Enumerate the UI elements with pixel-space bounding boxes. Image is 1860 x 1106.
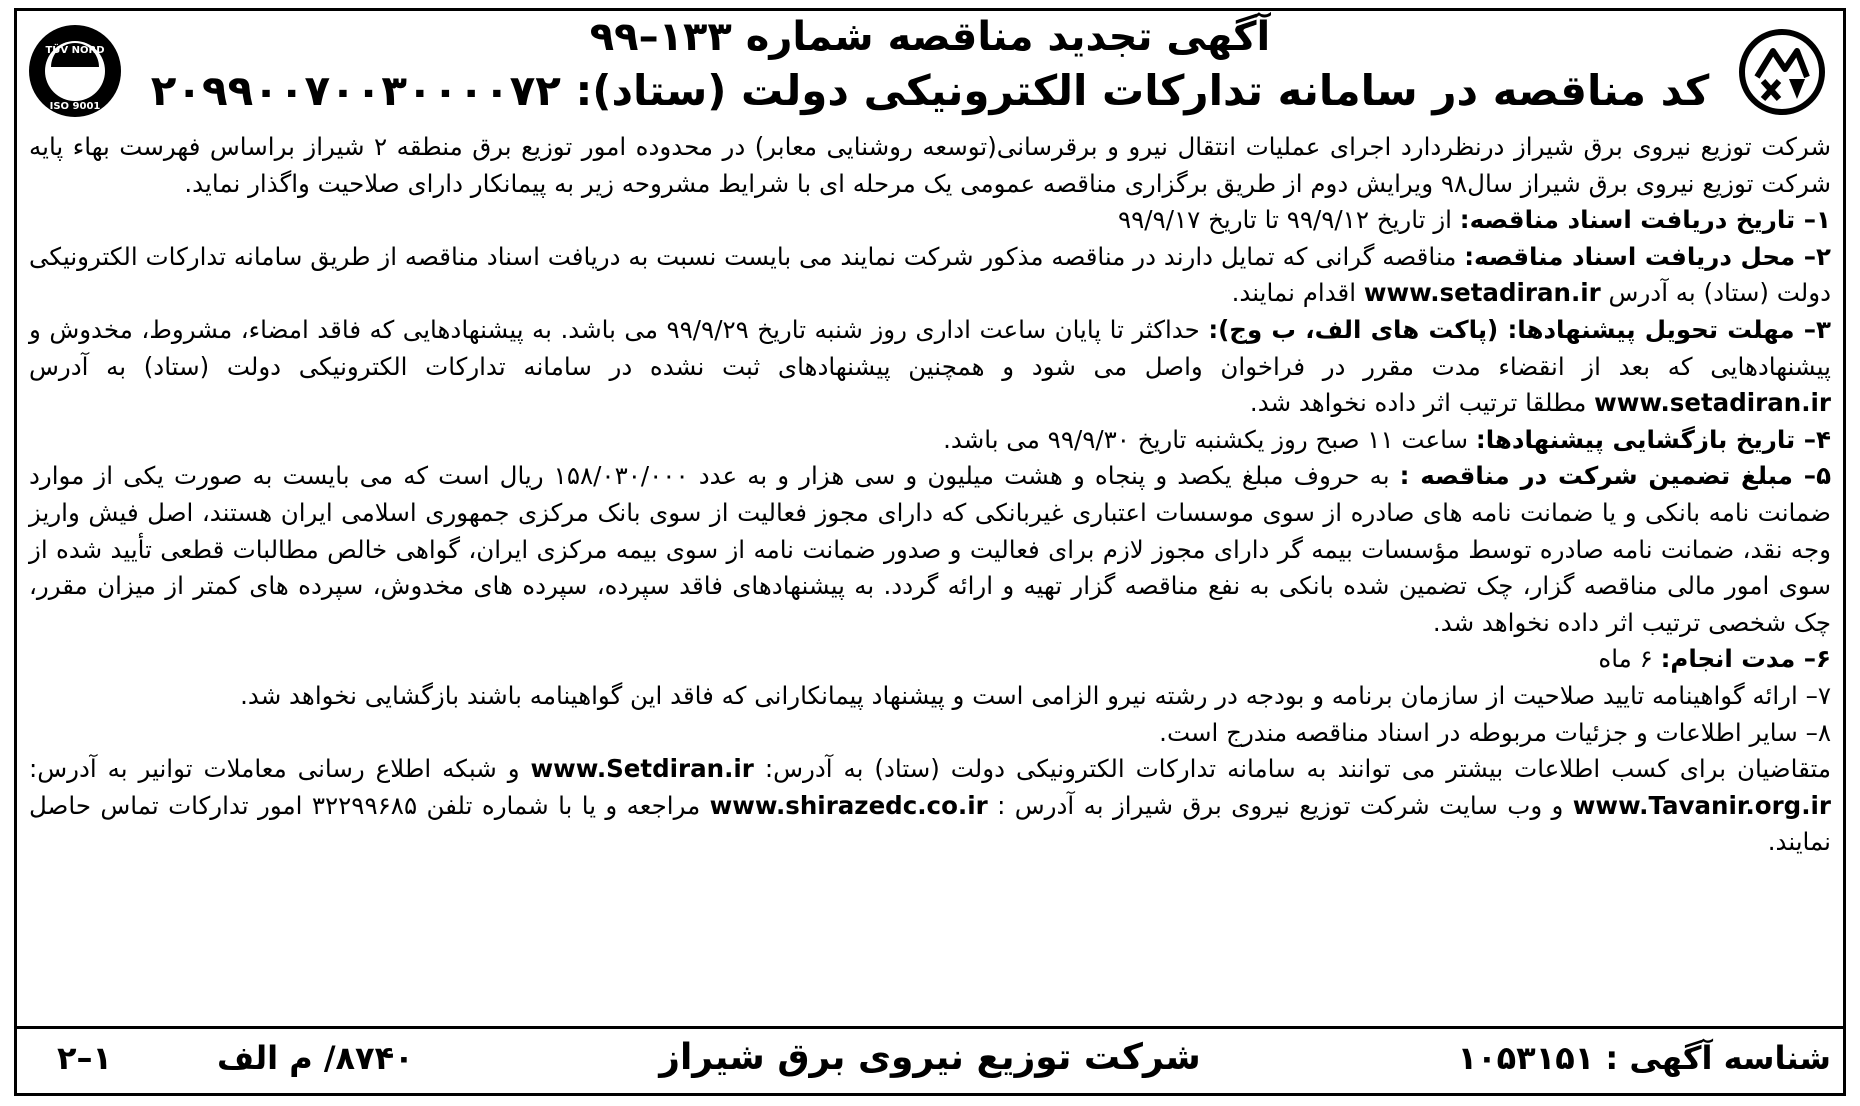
item-label: ۱– تاریخ دریافت اسناد مناقصه: xyxy=(1459,205,1831,235)
item-5 xyxy=(29,458,1831,641)
item-2 xyxy=(29,239,1831,312)
item-3 xyxy=(29,312,1831,422)
setadiran-link[interactable]: www.setadiran.ir xyxy=(1594,388,1831,418)
item-label: ۳– مهلت تحویل پیشنهادها: (پاکت های الف، ب وج): xyxy=(1208,314,1831,344)
notice-header xyxy=(17,11,1843,121)
logo-top-text: TÜV NORD xyxy=(45,45,105,56)
page-number: ۱–۲ xyxy=(57,1039,113,1077)
item-text: ساعت ۱۱ صبح روز یکشنبه تاریخ ۹۹/۹/۳۰ می باشد. xyxy=(943,424,1469,454)
reference-number: ۸۷۴۰/ م الف xyxy=(217,1039,414,1077)
item-text: ۶ ماه xyxy=(1598,644,1653,674)
item-1 xyxy=(29,202,1831,239)
intro-paragraph: شرکت توزیع نیروی برق شیراز درنظردارد اجرای عملیات انتقال نیرو و برقرسانی(توسعه روشنایی معابر) در محدوده امور توزیع برق منطقه ۲ شیراز براساس فهرست بهاء پایه شرکت توزیع نیروی برق شیراز سال۹۸ ویرایش دوم از طریق برگزاری مناقصه عمومی یک مرحله ای با شرایط مشروحه زیر به پیمانکار دارای صلاحیت واگذار نماید. xyxy=(29,132,1831,198)
item-text: به حروف مبلغ یکصد و پنجاه و هشت میلیون و سی هزار و به عدد ۱۵۸/۰۳۰/۰۰۰ ریال است که می بایست به صورت یکی از موارد ضمانت نامه بانکی و یا ضمانت نامه های صادره از سوی موسسات اعتباری غیربانکی که دارای مجوز فعالیت از سوی بانک مرکزی جمهوری اسلامی ایران هستند، اصل فیش واریز وجه نقد، ضمانت نامه صادره توسط مؤسسات بیمه گر دارای مجوز لازم برای فعالیت و صدور ضمانت نامه از سوی بیمه مرکزی ایران، گواهی خالص مطالبات قطعی تأیید شده از سوی امور مالی مناقصه گزار، چک تضمین شده بانکی به نفع مناقصه گزار تهیه و ارائه گردد. به پیشنهادهای فاقد سپرده، سپرده های مخدوش، سپرده های کمتر از میزان مقرر، چک شخصی ترتیب اثر داده نخواهد شد. xyxy=(29,461,1831,637)
shirazedc-link[interactable]: www.shirazedc.co.ir xyxy=(709,790,988,820)
item-4 xyxy=(29,422,1831,459)
closing-text-4: مراجعه و یا با شماره تلفن ۳۲۲۹۹۶۸۵ امور تدارکات تماس حاصل نمایند. xyxy=(29,790,1831,857)
notice-title: آگهی تجدید مناقصه شماره ۱۳۳–۹۹ xyxy=(589,14,1271,60)
closing-text-3: و وب سایت شرکت توزیع نیروی برق شیراز به آدرس : xyxy=(997,790,1564,820)
notice-id: شناسه آگهی : ۱۰۵۳۱۵۱ xyxy=(1457,1039,1831,1077)
item-label: ۶– مدت انجام: xyxy=(1660,644,1831,674)
setdiran-link[interactable]: www.Setdiran.ir xyxy=(530,754,754,784)
item-text: حداکثر تا پایان ساعت اداری روز شنبه تاریخ ۹۹/۹/۲۹ می باشد. به پیشنهادهایی که فاقد امضاء، مشروط، مخدوش و پیشنهادهایی که بعد از انقضاء مدت مقرر در فراخوان واصل می شود و همچنین پیشنهادهای ثبت نشده در سامانه تدارکات الکترونیکی دولت (ستاد) به آدرس xyxy=(29,314,1831,381)
item-8 xyxy=(29,715,1831,752)
tender-notice xyxy=(14,8,1846,1096)
item-6 xyxy=(29,641,1831,678)
item-text-after: مطلقا ترتیب اثر داده نخواهد شد. xyxy=(1249,388,1587,418)
item-label: ۲– محل دریافت اسناد مناقصه: xyxy=(1464,241,1831,271)
company-name: شرکت توزیع نیروی برق شیراز xyxy=(659,1037,1201,1078)
logo-bottom-text: ISO 9001 xyxy=(49,101,101,112)
item-7 xyxy=(29,678,1831,715)
item-text-after: اقدام نمایند. xyxy=(1231,278,1357,308)
item-text: ۷– ارائه گواهینامه تایید صلاحیت از سازمان برنامه و بودجه در رشته نیرو الزامی است و پیشنهاد پیمانکارانی که فاقد این گواهینامه باشند بازگشایی نخواهد شد. xyxy=(240,680,1831,710)
setadiran-link[interactable]: www.setadiran.ir xyxy=(1363,278,1601,308)
closing-text-1: متقاضیان برای کسب اطلاعات بیشتر می توانند به سامانه تدارکات الکترونیکی دولت (ستاد) به آدرس: xyxy=(764,754,1831,784)
tender-code-line: کد مناقصه در سامانه تدارکات الکترونیکی دولت (ستاد): ۲۰۹۹۰۰۷۰۰۳۰۰۰۰۷۲ xyxy=(150,66,1710,115)
notice-footer xyxy=(17,1026,1843,1093)
item-text: مناقصه گرانی که تمایل دارند در مناقصه مذکور شرکت نمایند می بایست نسبت به دریافت اسناد مناقصه از طریق سامانه تدارکات الکترونیکی دولت (ستاد) به آدرس xyxy=(29,241,1831,308)
item-label: ۴– تاریخ بازگشایی پیشنهادها: xyxy=(1475,424,1831,454)
item-text: از تاریخ ۹۹/۹/۱۲ تا تاریخ ۹۹/۹/۱۷ xyxy=(1117,205,1452,235)
item-text: ۸– سایر اطلاعات و جزئیات مربوطه در اسناد مناقصه مندرج است. xyxy=(1159,717,1831,747)
notice-body xyxy=(29,129,1831,861)
closing-paragraph xyxy=(29,751,1831,861)
tavanir-link[interactable]: www.Tavanir.org.ir xyxy=(1572,790,1832,820)
closing-text-2: و شبکه اطلاع رسانی معاملات توانیر به آدرس: xyxy=(29,754,520,784)
item-label: ۵– مبلغ تضمین شرکت در مناقصه : xyxy=(1399,461,1832,491)
